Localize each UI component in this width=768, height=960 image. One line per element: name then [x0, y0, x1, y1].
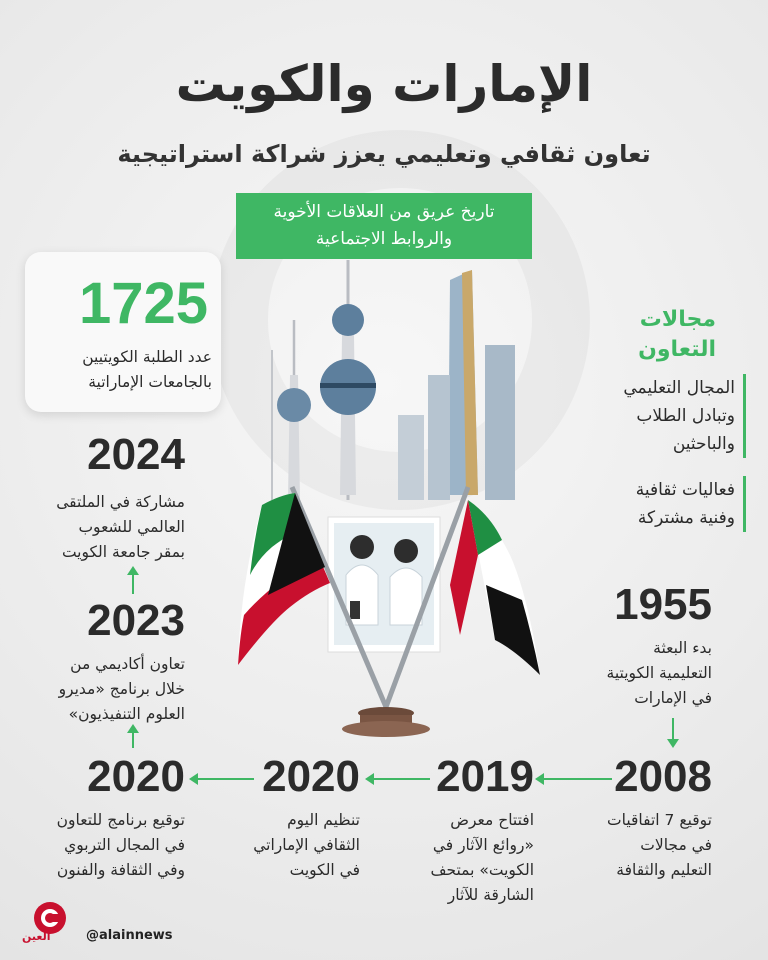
timeline-year-2023: 2023	[87, 596, 185, 645]
desc-line: «روائع الآثار في	[432, 836, 534, 854]
desc-line: توقيع برنامج للتعاون	[56, 811, 185, 829]
desc-line: توقيع 7 اتفاقيات	[607, 811, 712, 829]
page-subtitle: تعاون ثقافي وتعليمي يعزز شراكة استراتيجية	[117, 140, 651, 168]
fields-title-line1: مجالات	[639, 307, 716, 332]
desc-line: في الإمارات	[634, 689, 712, 707]
desc-line: تعاون أكاديمي من	[70, 655, 185, 673]
desc-line: تنظيم اليوم	[287, 811, 360, 829]
desc-line: في مجالات	[640, 836, 712, 854]
timeline-desc-2020a	[253, 808, 360, 883]
desc-line: وفي الثقافة والفنون	[56, 861, 185, 879]
desc-line: الشارقة للآثار	[447, 886, 534, 904]
fields-title-line2: التعاون	[638, 337, 716, 362]
timeline-year-2019: 2019	[436, 752, 534, 801]
kuwait-towers-icon	[272, 260, 376, 500]
timeline-desc-2008	[607, 808, 712, 883]
banner-line2: والروابط الاجتماعية	[315, 229, 453, 249]
page-title: الإمارات والكويت	[175, 55, 593, 113]
logo-text: العين	[22, 930, 51, 943]
desc-line: مشاركة في الملتقى	[56, 493, 185, 511]
lab-photo-icon	[328, 517, 440, 652]
timeline-desc-2019	[430, 808, 534, 908]
desc-line: التعليم والثقافة	[616, 861, 712, 879]
skyscrapers-icon	[398, 270, 515, 500]
field-item-culture	[636, 476, 746, 532]
field-item-line1: المجال التعليمي	[623, 378, 735, 398]
timeline-year-2020a: 2020	[262, 752, 360, 801]
central-illustration	[210, 255, 550, 745]
desc-line: الكويت» بمتحف	[430, 861, 534, 879]
arrow-down-1955	[672, 718, 674, 740]
timeline-desc-2023	[59, 652, 185, 727]
history-banner	[236, 193, 532, 259]
arrow-up-2023	[132, 732, 134, 748]
timeline-desc-1955	[607, 636, 712, 711]
desc-line: في الكويت	[289, 861, 360, 879]
desc-line: افتتاح معرض	[450, 811, 534, 829]
students-desc-line1: عدد الطلبة الكويتيين	[82, 348, 212, 366]
field-item-line1: فعاليات ثقافية	[635, 480, 735, 500]
social-handle[interactable]: @alainnews	[86, 928, 173, 943]
timeline-year-2008: 2008	[614, 752, 712, 801]
arrow-2008-2019	[542, 778, 612, 780]
field-item-line3: والباحثين	[672, 434, 735, 454]
field-item-education	[623, 374, 746, 458]
timeline-year-1955: 1955	[614, 580, 712, 629]
fields-title	[638, 305, 716, 365]
arrow-2019-2020	[372, 778, 430, 780]
desc-line: بدء البعثة	[653, 639, 712, 657]
field-item-line2: وفنية مشتركة	[637, 508, 735, 528]
students-desc-line2: بالجامعات الإماراتية	[88, 373, 212, 391]
desc-line: بمقر جامعة الكويت	[61, 543, 185, 561]
desc-line: التعليمية الكويتية	[606, 664, 712, 682]
arrow-2020-2020	[196, 778, 254, 780]
timeline-desc-2020b	[57, 808, 185, 883]
field-item-line2: وتبادل الطلاب	[636, 406, 735, 426]
timeline-desc-2024	[56, 490, 185, 565]
desc-line: العالمي للشعوب	[78, 518, 185, 536]
arrow-up-2024	[132, 574, 134, 594]
desc-line: خلال برنامج «مديرو	[58, 680, 185, 698]
desc-line: في المجال التربوي	[64, 836, 185, 854]
timeline-year-2024: 2024	[87, 430, 185, 479]
students-number: 1725	[78, 271, 208, 336]
students-desc	[82, 345, 212, 395]
flag-stand-icon	[342, 707, 430, 737]
desc-line: الثقافي الإماراتي	[253, 836, 360, 854]
desc-line: العلوم التنفيذيون»	[68, 705, 185, 723]
banner-line1: تاريخ عريق من العلاقات الأخوية	[273, 202, 495, 222]
timeline-year-2020b: 2020	[87, 752, 185, 801]
